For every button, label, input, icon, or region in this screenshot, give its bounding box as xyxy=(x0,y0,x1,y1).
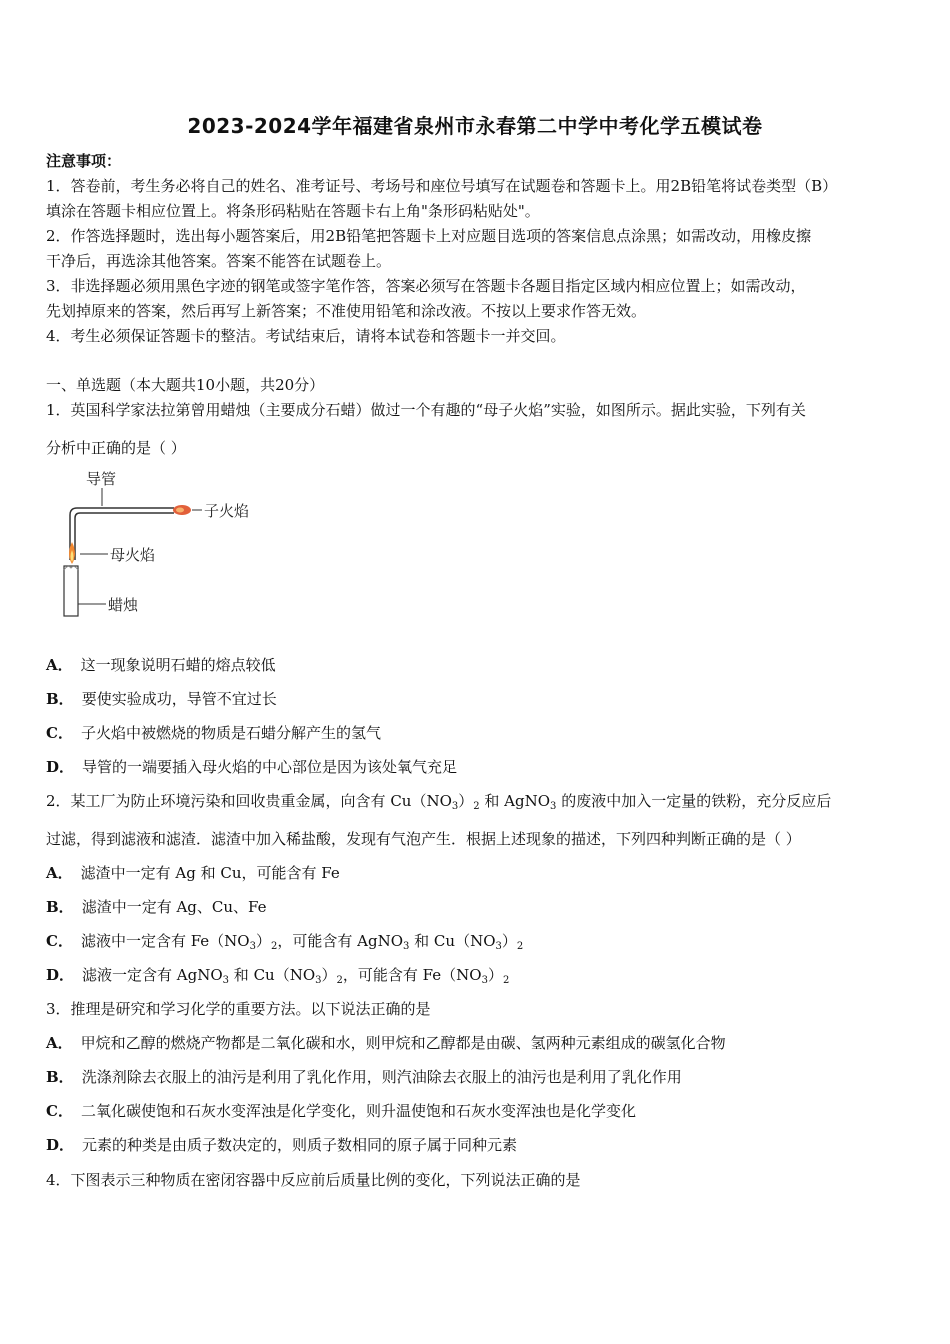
q3-option-d: D． 元素的种类是由质子数决定的，则质子数相同的原子属于同种元素 xyxy=(46,1136,518,1154)
q2-option-d: D． 滤液一定含有 AgNO$_3$ 和 $Cu(NO_3)_2$，可能含有 $Fe(NO_3)_2$ xyxy=(46,966,510,986)
q2-option-c: C． 滤液中一定含有 $Fe(NO_3)_2$，可能含有 AgNO$_3$ 和 $Cu(NO_3)_2$ xyxy=(46,932,524,952)
child-flame-label: 子火焰 xyxy=(204,502,250,520)
q3-option-a: A． 甲烷和乙醇的燃烧产物都是二氧化碳和水，则甲烷和乙醇都是由碳、氢两种元素组成的碳氢化合物 xyxy=(46,1034,726,1052)
q2-option-b: B． 滤渣中一定有 Ag、Cu、Fe xyxy=(46,898,267,916)
flame-diagram xyxy=(46,470,306,620)
question-2-stem: 2．某工厂为防止环境污染和回收贵重金属，向含有 $Cu(NO_3)_2$ 和 AgNO$_3$ 的废液中加入一定量的铁粉，充分反应后 xyxy=(46,792,832,812)
section-heading: 一、单选题（本大题共10小题，共20分） xyxy=(46,376,325,394)
notice-line: 4．考生必须保证答题卡的整洁。考试结束后，请将本试卷和答题卡一并交回。 xyxy=(46,327,566,345)
q3-option-c: C． 二氧化碳使饱和石灰水变浑浊是化学变化，则升温使饱和石灰水变浑浊也是化学变化 xyxy=(46,1102,636,1120)
q1-option-c: C． 子火焰中被燃烧的物质是石蜡分解产生的氢气 xyxy=(46,724,381,742)
question-4-stem: 4．下图表示三种物质在密闭容器中反应前后质量比例的变化，下列说法正确的是 xyxy=(46,1171,581,1189)
question-1-stem-cont: 分析中正确的是（ ） xyxy=(46,439,186,457)
q1-option-d: D． 导管的一端要插入母火焰的中心部位是因为该处氧气充足 xyxy=(46,758,458,776)
q1-option-a: A． 这一现象说明石蜡的熔点较低 xyxy=(46,656,276,674)
candle-label: 蜡烛 xyxy=(108,596,139,614)
notice-line: 2．作答选择题时，选出每小题答案后，用2B铅笔把答题卡上对应题目选项的答案信息点涂黑；如需改动，用橡皮擦 xyxy=(46,227,812,245)
q1-option-b: B． 要使实验成功，导管不宜过长 xyxy=(46,690,277,708)
notice-line: 1．答卷前，考生务必将自己的姓名、准考证号、考场号和座位号填写在试题卷和答题卡上。用2B铅笔将试卷类型（B） xyxy=(46,177,838,195)
question-3-stem: 3．推理是研究和学习化学的重要方法。以下说法正确的是 xyxy=(46,1000,431,1018)
notice-line: 干净后，再选涂其他答案。答案不能答在试题卷上。 xyxy=(46,252,392,270)
notice-heading: 注意事项： xyxy=(46,152,122,170)
page-title: 2023-2024学年福建省泉州市永春第二中学中考化学五模试卷 xyxy=(187,114,763,138)
question-1-stem: 1．英国科学家法拉第曾用蜡烛（主要成分石蜡）做过一个有趣的“母子火焰”实验，如图所示。据此实验，下列有关 xyxy=(46,401,806,419)
question-2-stem-cont: 过滤，得到滤液和滤渣．滤渣中加入稀盐酸，发现有气泡产生．根据上述现象的描述，下列四种判断正确的是（ ） xyxy=(46,830,801,848)
mother-flame-label: 母火焰 xyxy=(110,546,156,564)
notice-line: 先划掉原来的答案，然后再写上新答案；不准使用铅笔和涂改液。不按以上要求作答无效。 xyxy=(46,302,647,320)
tube-label: 导管 xyxy=(86,470,117,488)
q3-option-b: B． 洗涤剂除去衣服上的油污是利用了乳化作用，则汽油除去衣服上的油污也是利用了乳化作用 xyxy=(46,1068,682,1086)
notice-line: 3．非选择题必须用黑色字迹的钢笔或签字笔作答，答案必须写在答题卡各题目指定区域内相应位置上；如需改动， xyxy=(46,277,806,295)
mother-child-flame-figure xyxy=(46,470,306,620)
notice-line: 填涂在答题卡相应位置上。将条形码粘贴在答题卡右上角"条形码粘贴处"。 xyxy=(46,202,540,220)
q2-option-a: A． 滤渣中一定有 Ag 和 Cu，可能含有 Fe xyxy=(46,864,340,882)
